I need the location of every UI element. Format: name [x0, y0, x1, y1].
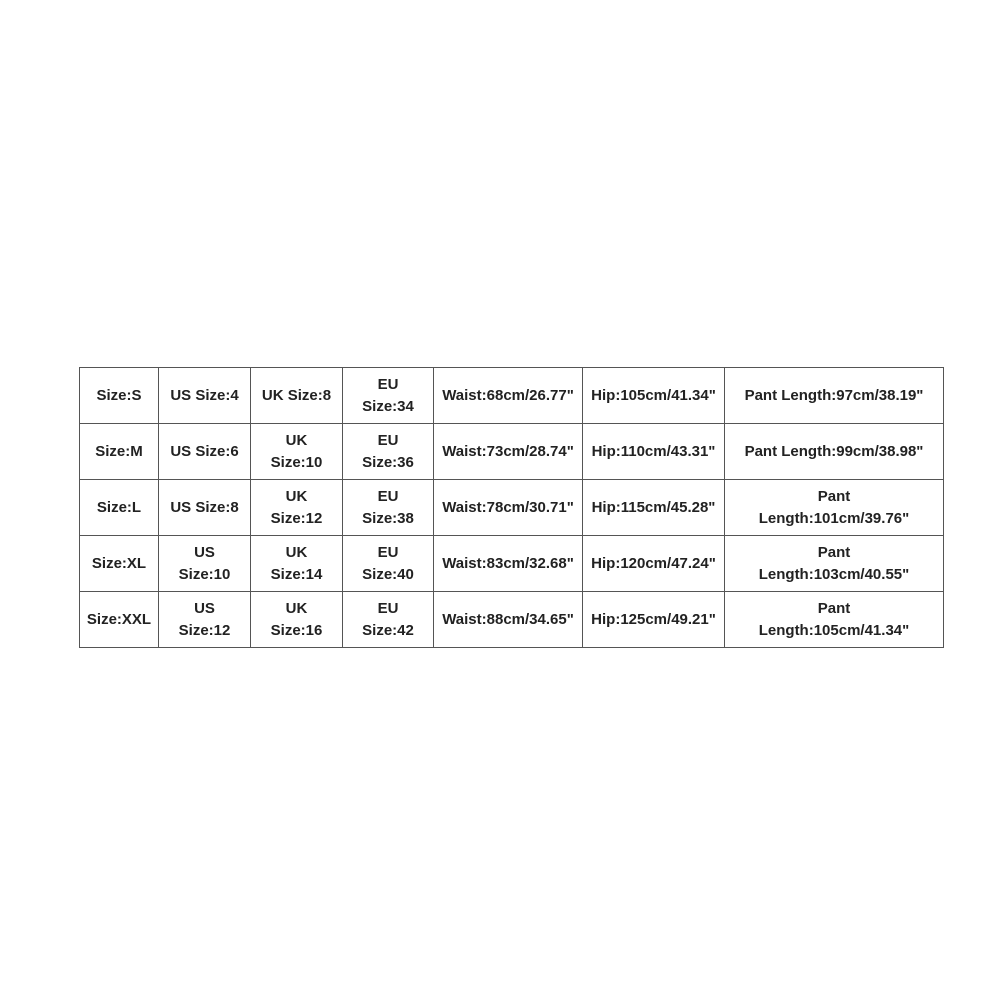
waist-cell: Waist:73cm/28.74"	[434, 424, 583, 480]
size-cell: Size:XL	[80, 536, 159, 592]
eu-size-cell: EU Size:40	[343, 536, 434, 592]
pant-length-cell: Pant Length:103cm/40.55"	[725, 536, 944, 592]
uk-size-cell: UK Size:10	[251, 424, 343, 480]
uk-size-cell: UK Size:16	[251, 592, 343, 648]
waist-cell: Waist:78cm/30.71"	[434, 480, 583, 536]
size-cell: Size:L	[80, 480, 159, 536]
size-cell: Size:S	[80, 368, 159, 424]
eu-size-cell: EU Size:38	[343, 480, 434, 536]
waist-cell: Waist:68cm/26.77"	[434, 368, 583, 424]
eu-size-cell: EU Size:42	[343, 592, 434, 648]
table-row	[80, 368, 944, 424]
us-size-cell: US Size:10	[159, 536, 251, 592]
hip-cell: Hip:105cm/41.34"	[583, 368, 725, 424]
us-size-cell: US Size:4	[159, 368, 251, 424]
size-cell: Size:M	[80, 424, 159, 480]
uk-size-cell: UK Size:12	[251, 480, 343, 536]
hip-cell: Hip:120cm/47.24"	[583, 536, 725, 592]
us-size-cell: US Size:6	[159, 424, 251, 480]
size-chart-table	[79, 367, 944, 648]
uk-size-cell: UK Size:14	[251, 536, 343, 592]
pant-length-cell: Pant Length:101cm/39.76"	[725, 480, 944, 536]
table-row	[80, 536, 944, 592]
pant-length-cell: Pant Length:99cm/38.98"	[725, 424, 944, 480]
hip-cell: Hip:125cm/49.21"	[583, 592, 725, 648]
pant-length-cell: Pant Length:97cm/38.19"	[725, 368, 944, 424]
table-row	[80, 480, 944, 536]
table-row	[80, 592, 944, 648]
uk-size-cell: UK Size:8	[251, 368, 343, 424]
size-cell: Size:XXL	[80, 592, 159, 648]
eu-size-cell: EU Size:34	[343, 368, 434, 424]
us-size-cell: US Size:12	[159, 592, 251, 648]
table-row	[80, 424, 944, 480]
us-size-cell: US Size:8	[159, 480, 251, 536]
waist-cell: Waist:83cm/32.68"	[434, 536, 583, 592]
hip-cell: Hip:110cm/43.31"	[583, 424, 725, 480]
pant-length-cell: Pant Length:105cm/41.34"	[725, 592, 944, 648]
waist-cell: Waist:88cm/34.65"	[434, 592, 583, 648]
eu-size-cell: EU Size:36	[343, 424, 434, 480]
hip-cell: Hip:115cm/45.28"	[583, 480, 725, 536]
